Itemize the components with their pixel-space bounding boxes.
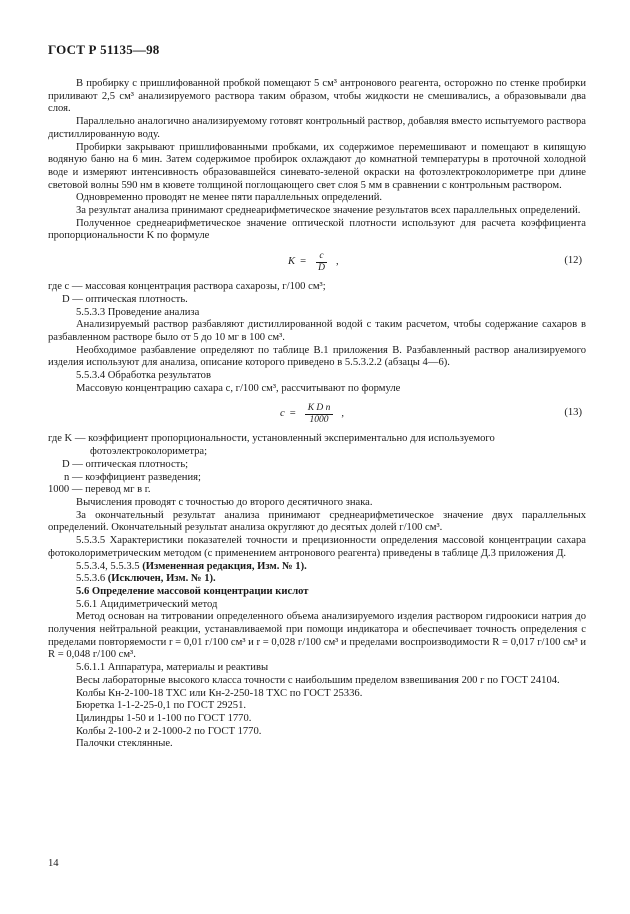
where-line: n — коэффициент разведения; [64,471,201,483]
amendment-clauses: 5.5.3.6 [76,573,108,585]
formula-lhs: c [280,408,285,420]
formula-lhs: K [288,255,296,267]
formula-equals: = [300,255,307,267]
amendment-clauses: 5.5.3.4, 5.5.3.5 [76,560,143,572]
paragraph: За результат анализа принимают среднеарифметическое значение результатов всех параллельных определений. [76,205,581,217]
document-body [48,78,586,751]
section-heading: 5.6.1.1 Аппаратура, материалы и реактивы [76,662,269,674]
paragraph: Анализируемый раствор разбавляют дистиллированной водой с таким расчетом, чтобы содержание сахаров в разбавленном растворе было от 5 до 10 мг в 100 см³. [48,319,586,343]
formula-equals: = [289,408,296,420]
formula-number: (12) [564,255,582,267]
formula-numerator: c [316,251,326,263]
list-item: Колбы Кн-2-100-18 ТХС или Кн-2-250-18 ТХС по ГОСТ 25336. [76,687,363,699]
formula-12 [48,247,586,277]
paragraph: Одновременно проводят не менее пяти параллельных определений. [76,192,383,204]
paragraph: Метод основан на титровании определенного объема анализируемого изделия раствором гидроокиси натрия до получения нейтральной реакции, устанавливаемой при помощи индикатора и обеспечивает точность определения с пределами повторяемости r = 0,01 г/100 см³ и r = 0,028 г/100 см³ и пределами воспроизводимости R = 0,017 г/100 см³ и R = 0,048 г/100 см³. [48,611,586,661]
formula-denominator: 1000 [309,414,329,425]
section-heading: 5.5.3.3 Проведение анализа [76,306,200,318]
list-item: Палочки стеклянные. [76,738,173,750]
formula-tail: , [335,255,339,267]
paragraph: Параллельно аналогично анализируемому готовят контрольный раствор, добавляя вместо испытуемого раствора дистиллированную воду. [48,116,586,140]
paragraph: Массовую концентрацию сахара c, г/100 см³, рассчитывают по формуле [76,382,401,394]
list-item: Цилиндры 1-50 и 1-100 по ГОСТ 1770. [76,712,252,724]
where-line: где c — массовая концентрация раствора сахарозы, г/100 см³; [48,281,326,293]
formula-denominator: D [318,262,325,273]
section-heading: 5.6.1 Ацидиметрический метод [76,598,218,610]
section-heading: 5.5.3.4 Обработка результатов [76,370,211,382]
where-line: D — оптическая плотность; [62,458,189,470]
formula-number: (13) [564,407,582,419]
where-line: фотоэлектроколориметра; [90,446,208,458]
amendment-text: (Измененная редакция, Изм. № 1). [142,560,307,572]
page-header: ГОСТ Р 51135—98 [48,42,160,57]
paragraph: Весы лабораторные высокого класса точности с наибольшим пределом взвешивания 200 г по ГОСТ 24104. [76,674,560,686]
where-line: D — оптическая плотность. [62,293,188,305]
formula-13 [48,399,586,429]
page-number: 14 [48,858,59,869]
formula-numerator: K D n [305,403,334,415]
amendment-note [48,573,586,586]
formula-fraction [315,251,328,274]
formula-tail: , [341,408,345,420]
paragraph: За окончательный результат анализа принимают среднеарифметическое значение двух параллельных определений. Окончательный результат анализа округляют до десятых долей г/100 см³. [48,509,586,534]
amendment-note [48,561,586,574]
where-line: где K — коэффициент пропорциональности, установленный экспериментально для используемого [48,433,495,445]
paragraph: Полученное среднеарифметическое значение оптической плотности используют для расчета коэффициента пропорциональности K по формуле [48,217,586,242]
formula-fraction [305,403,334,426]
list-item: Бюретка 1-1-2-25-0,1 по ГОСТ 29251. [76,700,247,712]
list-item: Колбы 2-100-2 и 2-1000-2 по ГОСТ 1770. [76,725,262,737]
paragraph: В пробирку с пришлифованной пробкой помещают 5 см³ антронового реагента, осторожно по стенке пробирки приливают 2,5 см³ анализируемого раствора таким образом, чтобы жидкости не смешивались, а образовывали два слоя. [48,78,586,115]
paragraph: Необходимое разбавление определяют по таблице В.1 приложения В. Разбавленный раствор анализируемого изделия используют для анализа, описание которого приведено в 5.5.3.2.2 (абзацы 4—6). [48,344,586,369]
paragraph: Пробирки закрывают пришлифованными пробками, их содержимое перемешивают и помещают в кипящую водяную баню на 6 мин. Затем содержимое пробирок охлаждают до комнатной температуры в проточной холодной воде и измеряют интенсивность образовавшейся синевато-зеленой окраски на фотоэлектроколориметре при длине световой волны 590 нм в кювете толщиной поглощающего свет слоя 5 мм в сравнении с контрольным раствором. [48,141,586,191]
amendment-text: (Исключен, Изм. № 1). [107,573,216,585]
paragraph: Вычисления проводят с точностью до второго десятичного знака. [76,496,373,508]
paragraph: 5.5.3.5 Характеристики показателей точности и прецизионности определения массовой концентрации сахара фотоколориметрическим методом (с применением антронового реагента) приведены в таблице Д.3 приложения Д. [48,535,586,559]
section-heading: 5.6 Определение массовой концентрации кислот [76,585,309,597]
where-line: 1000 — перевод мг в г. [48,484,151,496]
